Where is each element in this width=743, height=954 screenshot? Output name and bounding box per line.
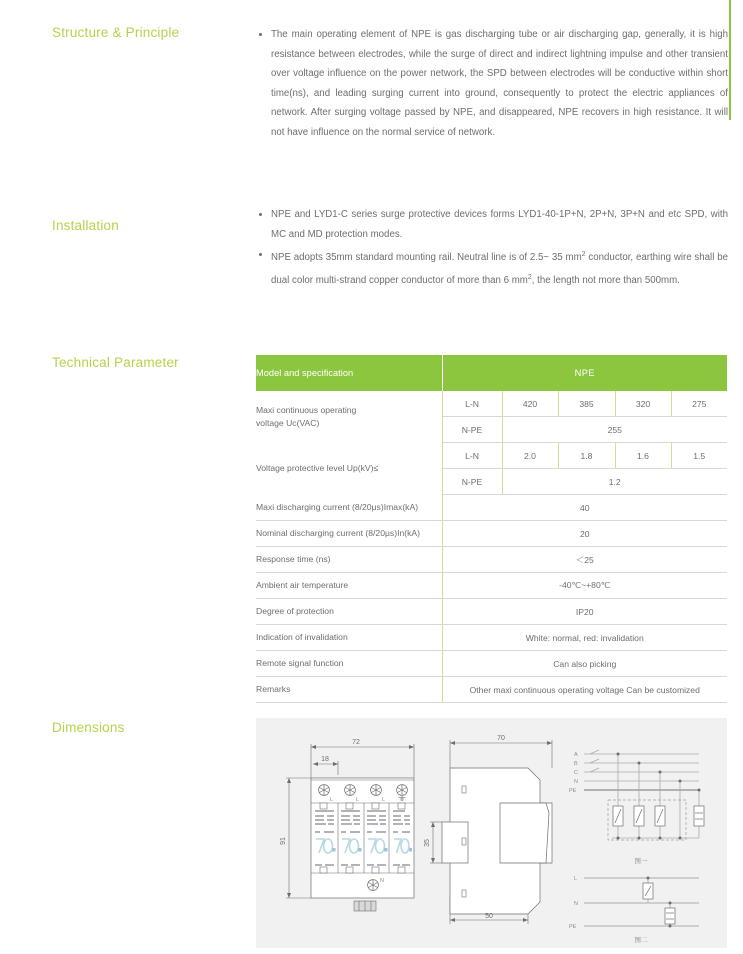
technical-parameter-table xyxy=(256,355,727,703)
list-item: NPE adopts 35mm standard mounting rail. Neutral line is of 2.5~ 35 $mm^2$ conductor, earthing wire shall be dual color multi-strand copper conductor of more than 6 $mm^2$, the length not more than 500mm. xyxy=(258,245,728,290)
row-label-in: Nominal discharging current (8/20μs)In(kA) xyxy=(256,521,442,547)
table-row xyxy=(256,547,727,573)
pole-label-l2: L xyxy=(356,797,360,803)
table-row xyxy=(256,651,727,677)
cell-value: 2.0 xyxy=(502,443,558,469)
cell-value: 1.2 xyxy=(502,469,727,495)
installation-bullet-list xyxy=(258,205,728,290)
cell-value: 420 xyxy=(502,391,558,417)
pole-label-l1: L xyxy=(330,797,334,803)
row-label-remote-signal: Remote signal function xyxy=(256,651,442,677)
table-header-npe: NPE xyxy=(442,355,727,391)
row-label-invalidation-indication: Indication of invalidation xyxy=(256,625,442,651)
circuit2-label-l: L xyxy=(574,876,578,882)
table-row xyxy=(256,391,727,417)
cell-value: 20 xyxy=(442,521,727,547)
list-item: NPE and LYD1-C series surge protective devices forms LYD1-40-1P+N, 2P+N, 3P+N and etc SPD, with MC and MD protection modes. xyxy=(258,205,728,244)
circuit1-caption: 图一 xyxy=(634,858,648,865)
section-title-technical: Technical Parameter xyxy=(52,355,179,370)
table-row xyxy=(256,625,727,651)
list-item: The main operating element of NPE is gas discharging tube or air discharging gap, generally, it is high resistance between electrodes, while the surge of direct and indirect lightning impulse and other transient over voltage influence on the power network, the SPD between electrodes will be conductive within short time(ns), and leading surging current into ground, consequently to protect the electric appliances of network. After surging voltage passed by NPE, and disappeared, NPE recovers in high resistance. It will not have influence on the normal service of network. xyxy=(258,25,728,142)
row-label-remarks: Remarks xyxy=(256,677,442,703)
table-row xyxy=(256,495,727,521)
cell-value: -40℃~+80℃ xyxy=(442,573,727,599)
circuit2-label-pe: PE xyxy=(569,924,577,930)
row-label-ambient-temp: Ambient air temperature xyxy=(256,573,442,599)
row-label-uc: Maxi continuous operating voltage Uc(VAC) xyxy=(256,391,442,443)
sub-label-npe: N-PE xyxy=(442,417,502,443)
cell-value: 275 xyxy=(671,391,727,417)
section-body-installation xyxy=(258,205,728,290)
circuit2-label-n: N xyxy=(574,901,578,907)
circuit1-label-pe: PE xyxy=(569,788,577,794)
row-label-up: Voltage protective level Up(kV)≤ xyxy=(256,443,442,495)
cell-value: White: normal, red: invalidation xyxy=(442,625,727,651)
right-edge-accent-bar xyxy=(729,0,731,120)
row-label-imax: Maxi discharging current (8/20μs)Imax(kA) xyxy=(256,495,442,521)
cell-value: 1.5 xyxy=(671,443,727,469)
cell-value: 1.8 xyxy=(558,443,615,469)
table-row xyxy=(256,521,727,547)
row-label-response-time: Response time (ns) xyxy=(256,547,442,573)
table-row xyxy=(256,443,727,469)
cell-value: 385 xyxy=(558,391,615,417)
dim-label-width: 72 xyxy=(352,739,360,746)
circuit1-label-b: B xyxy=(574,761,578,767)
table-row xyxy=(256,599,727,625)
table-row xyxy=(256,573,727,599)
cell-value: IP20 xyxy=(442,599,727,625)
dim-label-depth: 70 xyxy=(497,735,505,742)
structure-bullet-list xyxy=(258,25,728,142)
cell-value: 1.6 xyxy=(615,443,671,469)
section-title-dimensions: Dimensions xyxy=(52,720,125,735)
pole-label-l3: L xyxy=(382,797,386,803)
cell-value: 255 xyxy=(502,417,727,443)
cell-value: Other maxi continuous operating voltage Can be customized xyxy=(442,677,727,703)
table-row xyxy=(256,677,727,703)
section-title-installation: Installation xyxy=(52,218,119,233)
row-label-protection-degree: Degree of protection xyxy=(256,599,442,625)
dim-label-rail: 35 xyxy=(424,839,431,847)
cell-value: ＜25 xyxy=(442,547,727,573)
dimensions-svg xyxy=(256,718,727,948)
circuit1-label-n: N xyxy=(574,779,578,785)
dim-label-notch: 18 xyxy=(321,756,329,763)
circuit1-label-a: A xyxy=(574,752,578,758)
dim-label-base: 50 xyxy=(485,913,493,920)
dim-label-height: 91 xyxy=(280,837,287,845)
table-header-model: Model and specification xyxy=(256,355,442,391)
sub-label-npe: N-PE xyxy=(442,469,502,495)
sub-label-ln: L-N xyxy=(442,443,502,469)
pole-label-n: N xyxy=(380,878,384,884)
section-body-structure xyxy=(258,25,728,142)
section-title-structure: Structure & Principle xyxy=(52,25,180,40)
table-header-row xyxy=(256,355,727,391)
sub-label-ln: L-N xyxy=(442,391,502,417)
cell-value: Can also picking xyxy=(442,651,727,677)
dimensions-drawing-panel xyxy=(256,718,727,948)
circuit1-label-c: C xyxy=(574,770,578,776)
cell-value: 320 xyxy=(615,391,671,417)
circuit2-caption: 图二 xyxy=(634,937,648,944)
cell-value: 40 xyxy=(442,495,727,521)
